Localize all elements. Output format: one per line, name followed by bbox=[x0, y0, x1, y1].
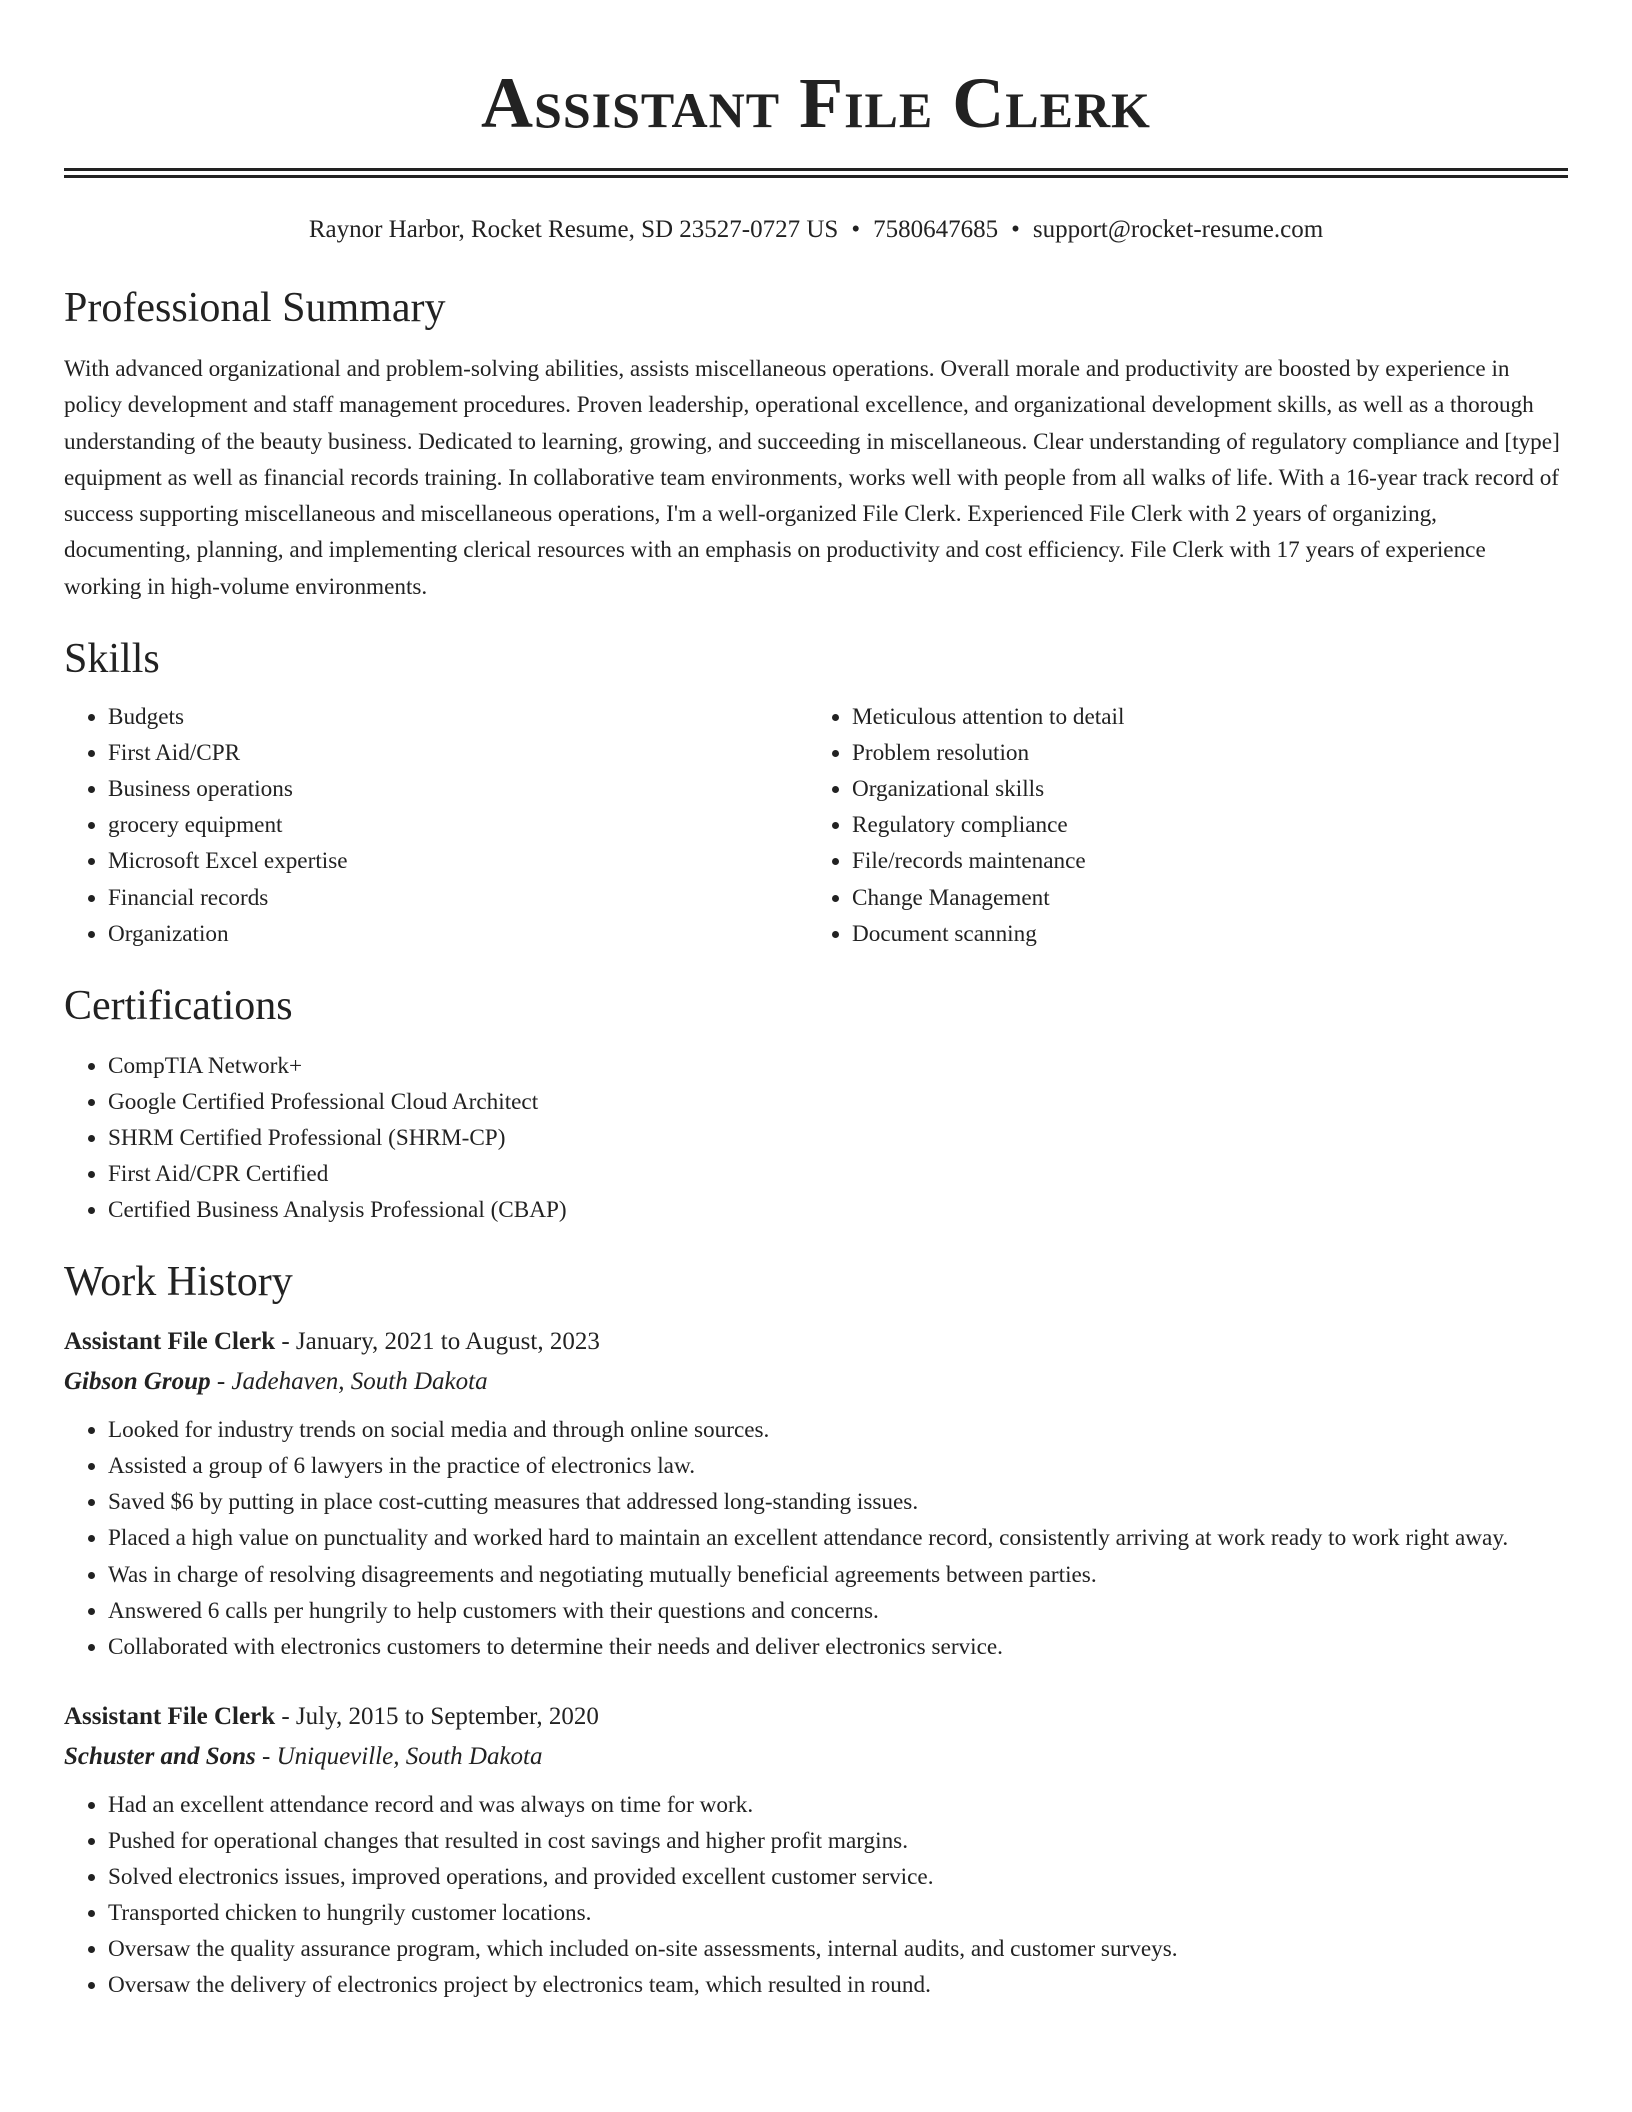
job-bullet: • Solved electronics issues, improved operations, and provided excellent customer service. bbox=[108, 1859, 1568, 1895]
job-location: - Jadehaven, South Dakota bbox=[210, 1368, 488, 1396]
title-divider bbox=[64, 168, 1568, 178]
job-entry bbox=[64, 1697, 1568, 2004]
skill-item: • Microsoft Excel expertise bbox=[108, 843, 808, 879]
contact-line bbox=[64, 214, 1568, 246]
skill-item: • grocery equipment bbox=[108, 807, 808, 843]
skills-list bbox=[64, 699, 1568, 952]
skill-item: • Change Management bbox=[852, 880, 1568, 916]
job-dates: - January, 2021 to August, 2023 bbox=[275, 1328, 600, 1356]
job-bullet: • Oversaw the delivery of electronics project by electronics team, which resulted in round. bbox=[108, 1967, 1568, 2003]
job-header bbox=[64, 1322, 1568, 1362]
job-employer bbox=[64, 1362, 1568, 1402]
job-bullet: • Oversaw the quality assurance program, which included on-site assessments, internal audits, and customer surveys. bbox=[108, 1931, 1568, 1967]
skill-item: • First Aid/CPR bbox=[108, 735, 808, 771]
certification-item: • SHRM Certified Professional (SHRM-CP) bbox=[108, 1120, 1568, 1156]
job-bullet: • Saved $6 by putting in place cost-cutting measures that addressed long-standing issues. bbox=[108, 1484, 1568, 1520]
job-bullet: • Assisted a group of 6 lawyers in the practice of electronics law. bbox=[108, 1448, 1568, 1484]
skill-item: • Organization bbox=[108, 916, 808, 952]
certification-item: • Google Certified Professional Cloud Architect bbox=[108, 1084, 1568, 1120]
contact-email: support@rocket-resume.com bbox=[1032, 216, 1324, 243]
contact-separator: • bbox=[851, 216, 861, 243]
job-role: Assistant File Clerk bbox=[64, 1328, 276, 1356]
skill-item: • Meticulous attention to detail bbox=[852, 699, 1568, 735]
skill-item: • Problem resolution bbox=[852, 735, 1568, 771]
skill-item: • Organizational skills bbox=[852, 771, 1568, 807]
job-bullet: • Had an excellent attendance record and was always on time for work. bbox=[108, 1787, 1568, 1823]
job-role: Assistant File Clerk bbox=[64, 1702, 276, 1730]
job-bullet: • Was in charge of resolving disagreements and negotiating mutually beneficial agreements between parties. bbox=[108, 1557, 1568, 1593]
skills-heading: Skills bbox=[64, 636, 160, 683]
job-company: Schuster and Sons bbox=[64, 1742, 256, 1770]
skill-item: • Document scanning bbox=[852, 916, 1568, 952]
summary-heading: Professional Summary bbox=[64, 285, 446, 331]
certification-item: • CompTIA Network+ bbox=[108, 1048, 1568, 1084]
job-bullet: • Transported chicken to hungrily customer locations. bbox=[108, 1895, 1568, 1931]
skills-column-right bbox=[808, 699, 1568, 952]
resume-title: Assistant File Clerk bbox=[481, 63, 1151, 143]
job-bullet: • Collaborated with electronics customers to determine their needs and deliver electronics service. bbox=[108, 1629, 1568, 1665]
job-bullets bbox=[64, 1787, 1568, 2004]
skill-item: • Financial records bbox=[108, 880, 808, 916]
job-header bbox=[64, 1697, 1568, 1737]
job-bullet: • Answered 6 calls per hungrily to help customers with their questions and concerns. bbox=[108, 1593, 1568, 1629]
skill-item: • Budgets bbox=[108, 699, 808, 735]
skills-column-left bbox=[64, 699, 808, 952]
job-bullet: • Pushed for operational changes that resulted in cost savings and higher profit margins. bbox=[108, 1823, 1568, 1859]
contact-separator: • bbox=[1011, 216, 1020, 243]
job-bullet: • Placed a high value on punctuality and worked hard to maintain an excellent attendance record, consistently arriving at work ready to work right away. bbox=[108, 1520, 1568, 1556]
summary-text: With advanced organizational and problem-solving abilities, assists miscellaneous operations. Overall morale and productivity are boosted by experience in policy development and staff management procedures. Proven leadership, operational excellence, and organizational development skills, as well as a thorough understanding of the beauty business. Dedicated to learning, growing, and succeeding in miscellaneous. Clear understanding of regulatory compliance and [type] equipment as well as financial records training. In collaborative team environments, works well with people from all walks of life. With a 16-year track record of success supporting miscellaneous and miscellaneous operations, I'm a well-organized File Clerk. Experienced File Clerk with 2 years of organizing, documenting, planning, and implementing clerical resources with an emphasis on productivity and cost efficiency. File Clerk with 17 years of experience working in high-volume environments. bbox=[64, 356, 1560, 600]
work-history-heading: Work History bbox=[64, 1259, 293, 1306]
contact-address: Raynor Harbor, Rocket Resume, SD 23527-0727 US bbox=[308, 216, 839, 243]
job-dates: - July, 2015 to September, 2020 bbox=[275, 1702, 599, 1730]
contact-phone: 7580647685 bbox=[873, 216, 999, 243]
job-bullet: • Looked for industry trends on social media and through online sources. bbox=[108, 1412, 1568, 1448]
job-employer bbox=[64, 1737, 1568, 1777]
job-entry bbox=[64, 1322, 1568, 1665]
job-company: Gibson Group bbox=[64, 1368, 211, 1396]
job-bullets bbox=[64, 1412, 1568, 1665]
skill-item: • Business operations bbox=[108, 771, 808, 807]
certifications-list bbox=[64, 1048, 1568, 1228]
job-location: - Uniqueville, South Dakota bbox=[255, 1742, 543, 1770]
certification-item: • First Aid/CPR Certified bbox=[108, 1156, 1568, 1192]
skill-item: • Regulatory compliance bbox=[852, 807, 1568, 843]
skill-item: • File/records maintenance bbox=[852, 843, 1568, 879]
certifications-heading: Certifications bbox=[64, 982, 293, 1029]
certification-item: • Certified Business Analysis Professional (CBAP) bbox=[108, 1192, 1568, 1228]
